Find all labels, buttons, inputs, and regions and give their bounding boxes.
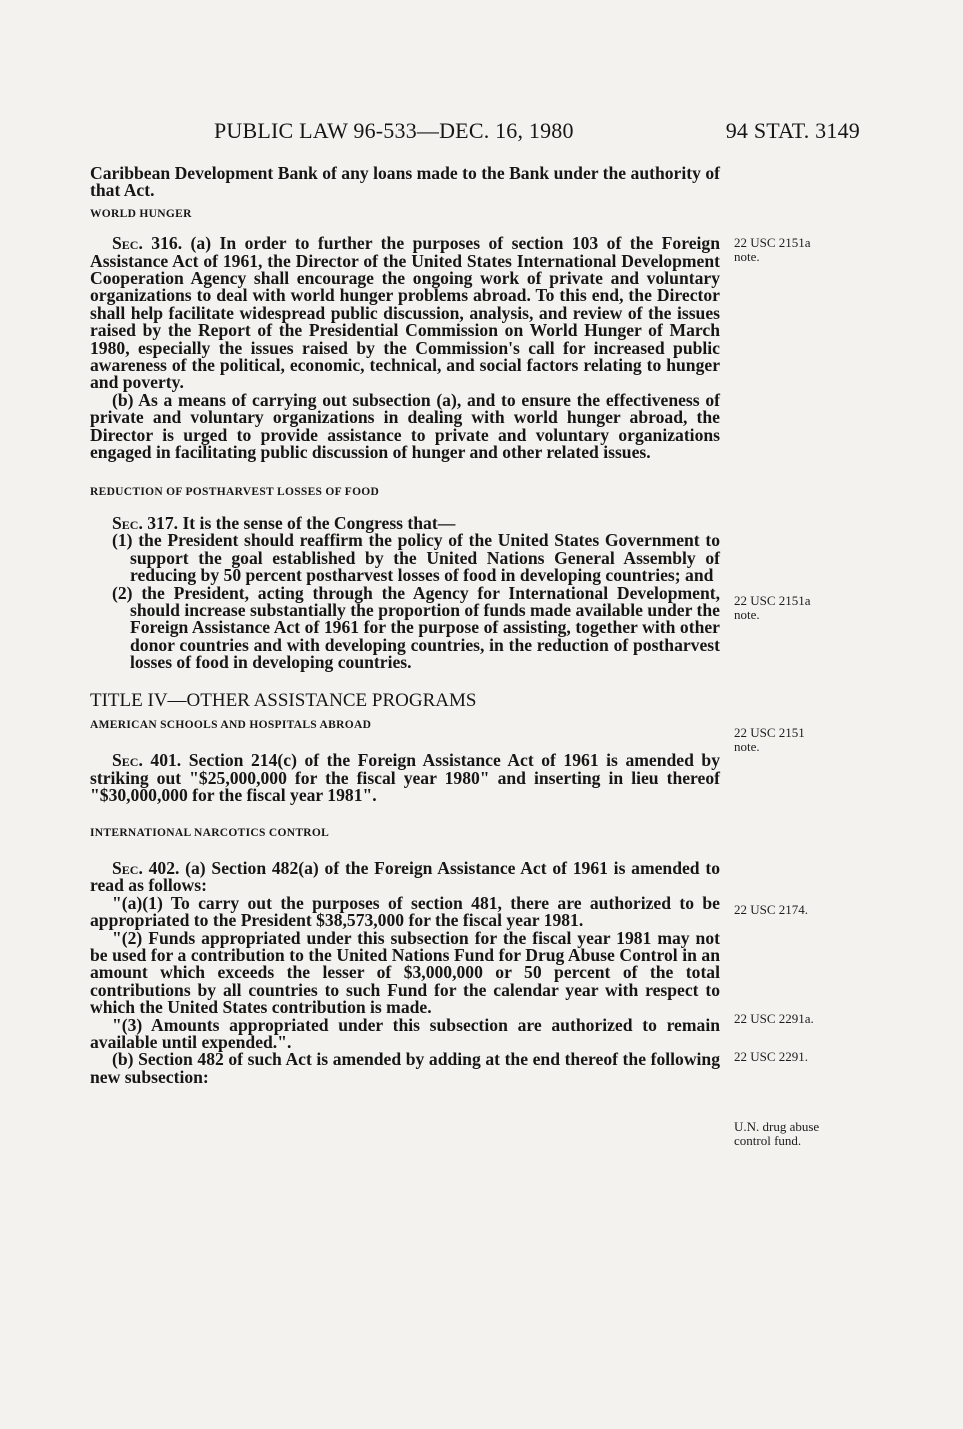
paragraph-text: 317. It is the sense of the Congress that—	[142, 512, 456, 533]
margin-note-citation: 22 USC 2151a	[734, 593, 811, 608]
margin-note-citation: 22 USC 2151	[734, 725, 805, 740]
page-header	[214, 118, 860, 144]
section-label: Sec.	[112, 233, 143, 254]
heading-world-hunger: WORLD HUNGER	[90, 207, 192, 220]
margin-note-316	[734, 236, 811, 264]
paragraph-caribbean: Caribbean Development Bank of any loans made to the Bank under the authority of that Act.	[90, 163, 720, 201]
margin-note-402a1: 22 USC 2291.	[734, 1049, 809, 1064]
paragraph-sec-317-2: (2) the President, acting through the Agency for International Development, should increase substantially the proportion of funds made available under the Foreign Assistance Act of 1961 for the purpose of assisting, together with other donor countries and with developing countries, in the reduction of postharvest losses of food in developing countries.	[112, 582, 720, 673]
margin-note-line: control fund.	[734, 1133, 802, 1148]
heading-american-schools: AMERICAN SCHOOLS AND HOSPITALS ABROAD	[90, 718, 372, 731]
paragraph-text: 401. Section 214(c) of the Foreign Assistance Act of 1961 is amended by striking out "$25,000,000 for the fiscal year 1980" and inserting in lieu thereof "$30,000,000 for the fiscal year 1981".	[90, 750, 720, 806]
margin-note-suffix: note.	[734, 249, 760, 264]
paragraph-sec-402a3: "(3) Amounts appropriated under this subsection are authorized to remain available until expended.".	[90, 1014, 720, 1053]
margin-note-line: U.N. drug abuse	[734, 1119, 820, 1134]
section-label: Sec.	[112, 858, 143, 878]
paragraph-sec-317-1: (1) the President should reaffirm the policy of the United States Government to support the goal established by the United Nations General Assembly of reducing by 50 percent postharvest losses of food in developing countries; and	[112, 530, 720, 586]
paragraph-sec-402a2: "(2) Funds appropriated under this subsection for the fiscal year 1981 may not be used for a contribution to the United Nations Fund for Drug Abuse Control in an amount which exceeds the lesser of $3,000,000 or 50 percent of the total contributions by all countries to such Fund for the calendar year with respect to which the United States contribution is made.	[90, 927, 720, 1018]
margin-note-401: 22 USC 2174.	[734, 902, 809, 917]
paragraph-sec-316b: (b) As a means of carrying out subsection (a), and to ensure the effectiveness of private and voluntary organizations in dealing with world hunger abroad, the Director is urged to provide assistance to private and voluntary organizations engaged in facilitating public discussion of hunger and other related issues.	[90, 389, 720, 463]
margin-note-317-2	[734, 726, 805, 754]
heading-postharvest: REDUCTION OF POSTHARVEST LOSSES OF FOOD	[90, 485, 380, 498]
paragraph-sec-316a	[90, 235, 720, 392]
body-text	[90, 165, 720, 1086]
paragraph-sec-402b: (b) Section 482 of such Act is amended by adding at the end thereof the following new subsection:	[90, 1049, 720, 1087]
paragraph-sec-402a1: "(a)(1) To carry out the purposes of section 481, there are authorized to be appropriated to the President $38,573,000 for the fiscal year 1981.	[90, 892, 720, 931]
margin-note-suffix: note.	[734, 607, 760, 622]
paragraph-sec-401	[90, 752, 720, 804]
margin-note-402a: 22 USC 2291a.	[734, 1011, 814, 1026]
header-statute-page: 94 STAT. 3149	[725, 118, 860, 143]
margin-note-suffix: note.	[734, 739, 760, 754]
margin-note-drug-fund	[734, 1120, 819, 1148]
heading-narcotics: INTERNATIONAL NARCOTICS CONTROL	[90, 826, 330, 839]
paragraph-sec-402a	[90, 860, 720, 895]
header-law-citation: PUBLIC LAW 96-533—DEC. 16, 1980	[214, 118, 574, 143]
title-iv-heading: TITLE IV—OTHER ASSISTANCE PROGRAMS	[90, 689, 477, 711]
margin-note-citation: 22 USC 2151a	[734, 235, 811, 250]
section-label: Sec.	[112, 750, 143, 771]
margin-note-317	[734, 594, 811, 622]
section-label: Sec.	[112, 512, 143, 533]
paragraph-text: 402. (a) Section 482(a) of the Foreign Assistance Act of 1961 is amended to read as follows:	[90, 858, 720, 896]
paragraph-text: 316. (a) In order to further the purposes of section 103 of the Foreign Assistance Act of 1961, the Director of the United States International Development Cooperation Agency shall encourage the ongoing work of private and voluntary organizations to deal with world hunger problems abroad. To this end, the Director shall help facilitate widespread public discussion, analysis, and review of the issues raised by the Report of the Presidential Commission on World Hunger of March 1980, especially the issues raised by the Commission's call for increased public awareness of the political, economic, technical, and social factors relating to hunger and poverty.	[90, 233, 720, 393]
